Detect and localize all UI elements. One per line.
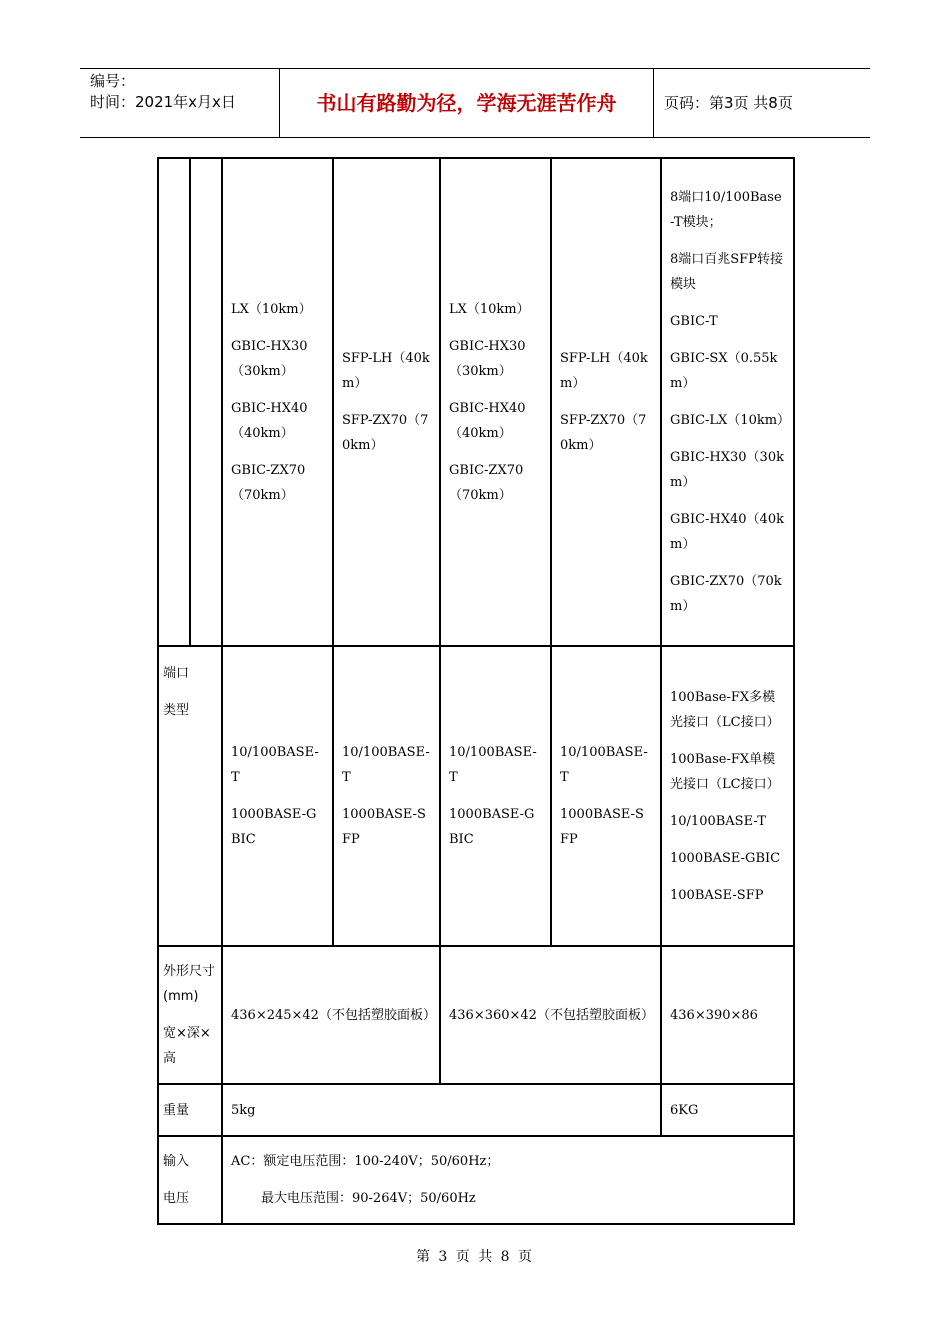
port-col5 xyxy=(661,646,794,946)
size-value-c: 436×390×86 xyxy=(661,946,794,1084)
page-footer: 第 3 页 共 8 页 xyxy=(415,1249,535,1265)
port-item: 100Base-FX单模光接口（LC接口） xyxy=(670,751,780,792)
weight-label: 重量 xyxy=(158,1084,222,1136)
port-item: 100BASE-SFP xyxy=(670,887,764,903)
header-page-number: 页码：第3页 共8页 xyxy=(664,94,793,112)
module-item: GBIC-HX40（40km） xyxy=(670,512,784,552)
module-item: GBIC-HX40（40km） xyxy=(449,400,526,441)
port-item: 1000BASE-GBIC xyxy=(449,807,535,847)
module-item: GBIC-ZX70（70km） xyxy=(449,462,524,503)
port-item: 1000BASE-SFP xyxy=(560,807,644,847)
port-item: 10/100BASE-T xyxy=(449,745,537,785)
modules-col5 xyxy=(661,158,794,646)
module-item: GBIC-ZX70（70km） xyxy=(670,574,782,614)
port-item: 10/100BASE-T xyxy=(560,745,648,785)
voltage-line: AC：额定电压范围：100-240V；50/60Hz； xyxy=(231,1154,500,1169)
date-label: 时间：2021年x月x日 xyxy=(90,93,236,111)
module-item: GBIC-LX（10km） xyxy=(670,413,791,428)
module-item: GBIC-SX（0.55km） xyxy=(670,351,778,391)
voltage-line: 最大电压范围：90-264V；50/60Hz xyxy=(261,1191,476,1206)
empty-cell xyxy=(190,158,222,646)
doc-number-label: 编号： xyxy=(90,72,136,90)
header-meta xyxy=(80,69,280,137)
input-voltage-row xyxy=(158,1136,794,1224)
module-item: GBIC-HX30（30km） xyxy=(670,450,784,490)
modules-col2 xyxy=(333,158,440,646)
modules-col1 xyxy=(222,158,333,646)
size-value-a: 436×245×42（不包括塑胶面板） xyxy=(222,946,440,1084)
port-col2 xyxy=(333,646,440,946)
module-item: 8端口百兆SFP转接模块 xyxy=(670,252,783,292)
weight-value-a: 5kg xyxy=(222,1084,661,1136)
header-motto: 书山有路勤为径，学海无涯苦作舟 xyxy=(280,69,654,137)
module-item: GBIC-T xyxy=(670,314,718,329)
page-header xyxy=(80,68,870,138)
size-value-b: 436×360×42（不包括塑胶面板） xyxy=(440,946,661,1084)
input-voltage-label: 输入 电压 xyxy=(158,1136,222,1224)
module-item: 8端口10/100Base-T模块； xyxy=(670,190,782,230)
port-type-row xyxy=(158,646,794,946)
port-type-label: 端口 类型 xyxy=(158,646,222,946)
size-label: 外形尺寸(mm) 宽×深×高 xyxy=(158,946,222,1084)
port-col3 xyxy=(440,646,551,946)
module-item: LX（10km） xyxy=(449,301,530,317)
input-voltage-value xyxy=(222,1136,794,1224)
modules-row xyxy=(158,158,794,646)
module-item: SFP-ZX70（70km） xyxy=(342,413,429,453)
module-item: GBIC-ZX70（70km） xyxy=(231,462,306,503)
port-col1 xyxy=(222,646,333,946)
spec-table xyxy=(157,157,795,1225)
modules-col3 xyxy=(440,158,551,646)
size-row xyxy=(158,946,794,1084)
module-item: GBIC-HX30（30km） xyxy=(449,338,526,379)
weight-row xyxy=(158,1084,794,1136)
port-item: 1000BASE-GBIC xyxy=(670,850,781,866)
port-item: 1000BASE-GBIC xyxy=(231,807,317,847)
module-item: GBIC-HX30（30km） xyxy=(231,338,308,379)
port-item: 10/100BASE-T xyxy=(342,745,430,785)
module-item: LX（10km） xyxy=(231,301,312,317)
port-col4 xyxy=(551,646,661,946)
modules-col4 xyxy=(551,158,661,646)
port-item: 1000BASE-SFP xyxy=(342,807,426,847)
module-item: SFP-LH（40km） xyxy=(342,351,430,391)
module-item: SFP-ZX70（70km） xyxy=(560,413,647,453)
module-item: SFP-LH（40km） xyxy=(560,351,648,391)
port-item: 100Base-FX多模光接口（LC接口） xyxy=(670,689,780,730)
port-item: 10/100BASE-T xyxy=(670,813,766,829)
weight-value-b: 6KG xyxy=(661,1084,794,1136)
empty-cell xyxy=(158,158,190,646)
module-item: GBIC-HX40（40km） xyxy=(231,400,308,441)
port-item: 10/100BASE-T xyxy=(231,745,319,785)
